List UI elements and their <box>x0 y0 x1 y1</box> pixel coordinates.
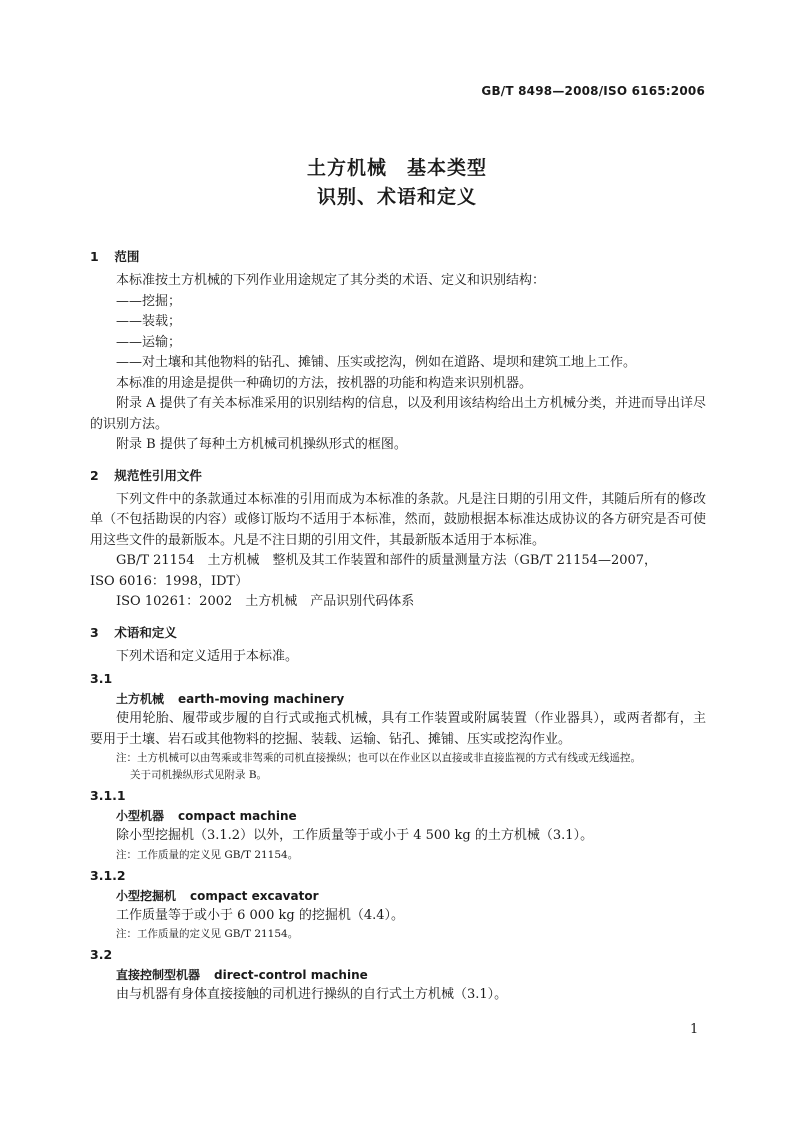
section-title: 范围 <box>114 249 140 264</box>
term-english: earth-moving machinery <box>178 692 345 706</box>
document-subtitle: 识别、术语和定义 <box>316 186 477 208</box>
list-item: ——挖掘； <box>116 293 182 309</box>
note: 注：工作质量的定义见 GB/T 21154。 <box>116 928 299 940</box>
section-heading-normative-references <box>90 466 706 486</box>
section-number: 2 <box>90 467 99 483</box>
reference-item: GB/T 21154 土方机械 整机及其工作装置和部件的质量测量方法（GB/T 21154—2007， <box>116 553 658 568</box>
clause-number: 3.2 <box>90 947 113 962</box>
term-chinese: 土方机械 <box>116 692 165 706</box>
paragraph: 本标准的用途是提供一种确切的方法，按机器的功能和构造来识别机器。 <box>116 375 533 391</box>
term-definition: 由与机器有身体直接接触的司机进行操纵的自行式土方机械（3.1）。 <box>116 987 508 1002</box>
reference-item: ISO 10261：2002 土方机械 产品识别代码体系 <box>116 594 415 609</box>
term-definition: 除小型挖掘机（3.1.2）以外，工作质量等于或小于 4 500 kg 的土方机械（3.1）。 <box>116 828 594 843</box>
clause-number: 3.1.2 <box>90 867 126 883</box>
term-definition: 工作质量等于或小于 6 000 kg 的挖掘机（4.4）。 <box>116 907 404 923</box>
term-english: direct-control machine <box>214 968 368 982</box>
reference-item-continuation: ISO 6016：1998，IDT） <box>90 573 249 589</box>
paragraph: 下列文件中的条款通过本标准的引用而成为本标准的条款。凡是注日期的引用文件，其随后所有的修改单（不包括勘误的内容）或修订版均不适用于本标准，然而，鼓励根据本标准达成协议的各方研究是否可使用这些文件的最新版本。凡是不注日期的引用文件，其最新版本适用于本标准。 <box>90 491 706 548</box>
section-title: 规范性引用文件 <box>114 467 202 483</box>
section-number: 3 <box>90 624 99 640</box>
page-number: 1 <box>690 1022 699 1037</box>
section-heading-scope <box>90 247 706 267</box>
paragraph: 下列术语和定义适用于本标准。 <box>116 648 299 664</box>
list-item: ——对土壤和其他物料的钻孔、摊铺、压实或挖沟，例如在道路、堤坝和建筑工地上工作。 <box>116 355 637 370</box>
paragraph: 附录 A 提供了有关本标准采用的识别结构的信息，以及利用该结构给出土方机械分类，并进而导出详尽的识别方法。 <box>90 396 706 432</box>
section-number: 1 <box>90 249 99 264</box>
clause-number: 3.1 <box>90 671 113 686</box>
term-english: compact excavator <box>190 888 319 903</box>
term-chinese: 直接控制型机器 <box>116 968 201 982</box>
paragraph: 本标准按土方机械的下列作业用途规定了其分类的术语、定义和识别结构： <box>116 273 546 288</box>
standard-code: GB/T 8498—2008/ISO 6165:2006 <box>481 84 705 98</box>
term-chinese: 小型机器 <box>116 809 165 823</box>
term-entry <box>90 806 706 826</box>
section-title: 术语和定义 <box>114 624 177 640</box>
term-definition: 使用轮胎、履带或步履的自行式或拖式机械，具有工作装置或附属装置（作业器具），或两者都有，主要用于土壤、岩石或其他物料的挖掘、装载、运输、钻孔、摊铺、压实或挖沟作业。 <box>90 711 706 747</box>
term-chinese: 小型挖掘机 <box>116 888 177 903</box>
term-entry <box>90 689 706 709</box>
document-body <box>90 247 706 1006</box>
list-item: ——运输； <box>116 334 182 350</box>
term-entry <box>90 965 706 985</box>
term-entry <box>90 886 706 906</box>
note: 注：土方机械可以由驾乘或非驾乘的司机直接操纵；也可以在作业区以直接或非直接监视的方式有线或无线遥控。 <box>116 752 641 764</box>
document-title: 土方机械 基本类型 <box>306 157 487 179</box>
note: 注：工作质量的定义见 GB/T 21154。 <box>116 848 299 861</box>
section-heading-terms <box>90 623 706 643</box>
paragraph: 附录 B 提供了每种土方机械司机操纵形式的框图。 <box>116 437 407 452</box>
term-english: compact machine <box>178 809 297 823</box>
note: 关于司机操纵形式见附录 B。 <box>130 769 268 781</box>
clause-number: 3.1.1 <box>90 788 126 803</box>
list-item: ——装载； <box>116 314 182 329</box>
